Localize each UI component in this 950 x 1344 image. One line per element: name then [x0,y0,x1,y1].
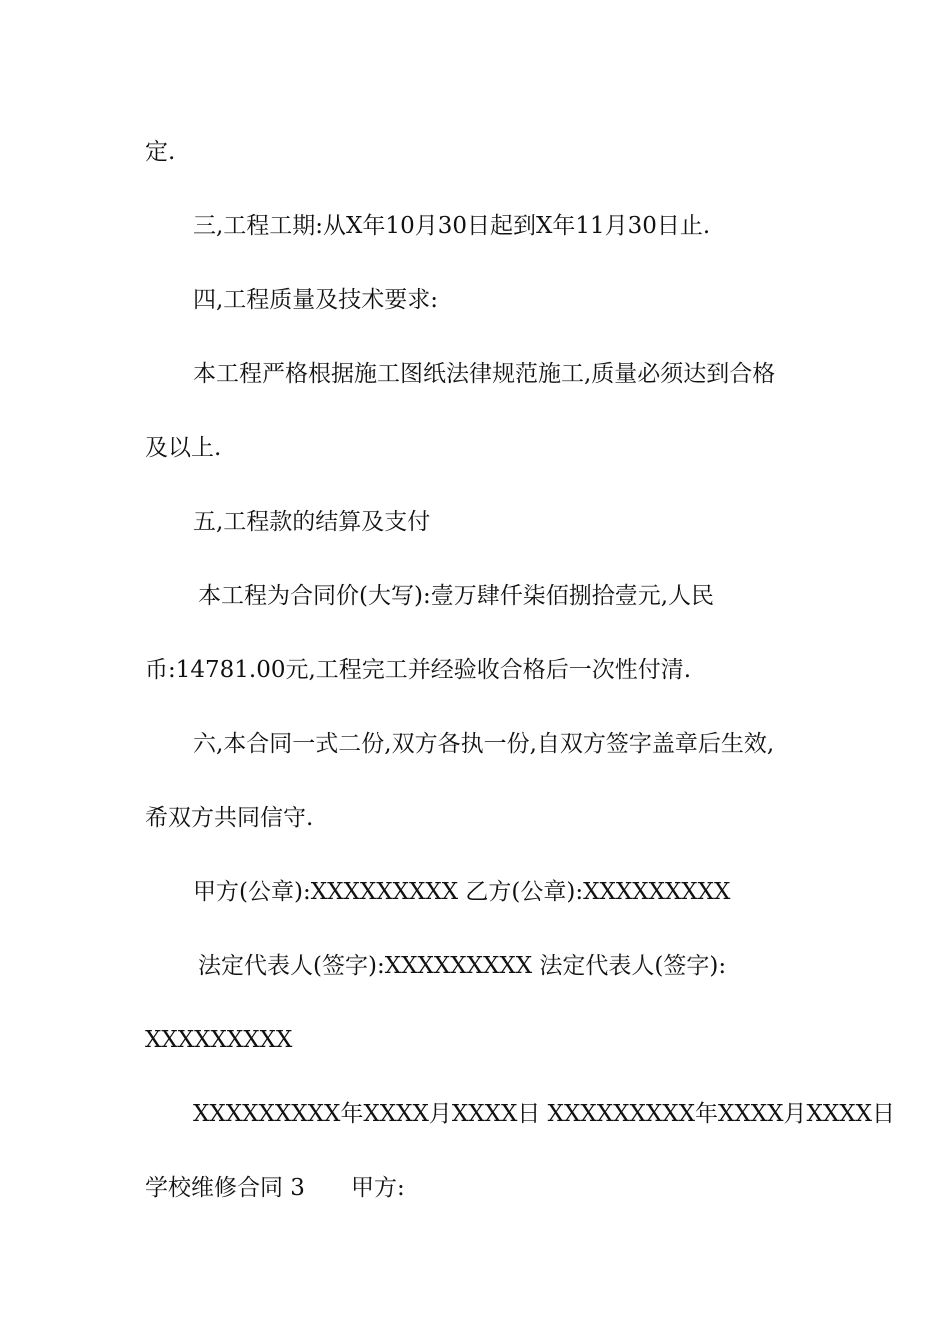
paragraph-line: 本工程为合同价(大写):壹万肆仟柒佰捌拾壹元,人民 [198,583,715,609]
date-line: XXXXXXXXX年XXXX月XXXX日 XXXXXXXXX年XXXX月XXXX日 [193,1101,896,1127]
section-heading-duration: 三,工程工期:从X年10月30日起到X年11月30日止. [193,213,711,239]
paragraph-line: 定. [145,139,176,165]
signature-line-parties: 甲方(公章):XXXXXXXXX 乙方(公章):XXXXXXXXX [193,879,731,905]
section-heading-copies: 六,本合同一式二份,双方各执一份,自双方签字盖章后生效, [193,731,775,757]
contract-title-line: 学校维修合同 3 甲方: [145,1175,405,1201]
signature-line-representatives: 法定代表人(签字):XXXXXXXXX 法定代表人(签字): [198,953,727,979]
paragraph-line: XXXXXXXXX [145,1027,293,1053]
paragraph-line: 希双方共同信守. [145,805,314,831]
section-heading-payment: 五,工程款的结算及支付 [193,509,431,535]
section-heading-quality: 四,工程质量及技术要求: [193,287,439,313]
paragraph-line: 币:14781.00元,工程完工并经验收合格后一次性付清. [145,657,692,683]
paragraph-line: 本工程严格根据施工图纸法律规范施工,质量必须达到合格 [193,361,776,387]
paragraph-line: 及以上. [145,435,222,461]
